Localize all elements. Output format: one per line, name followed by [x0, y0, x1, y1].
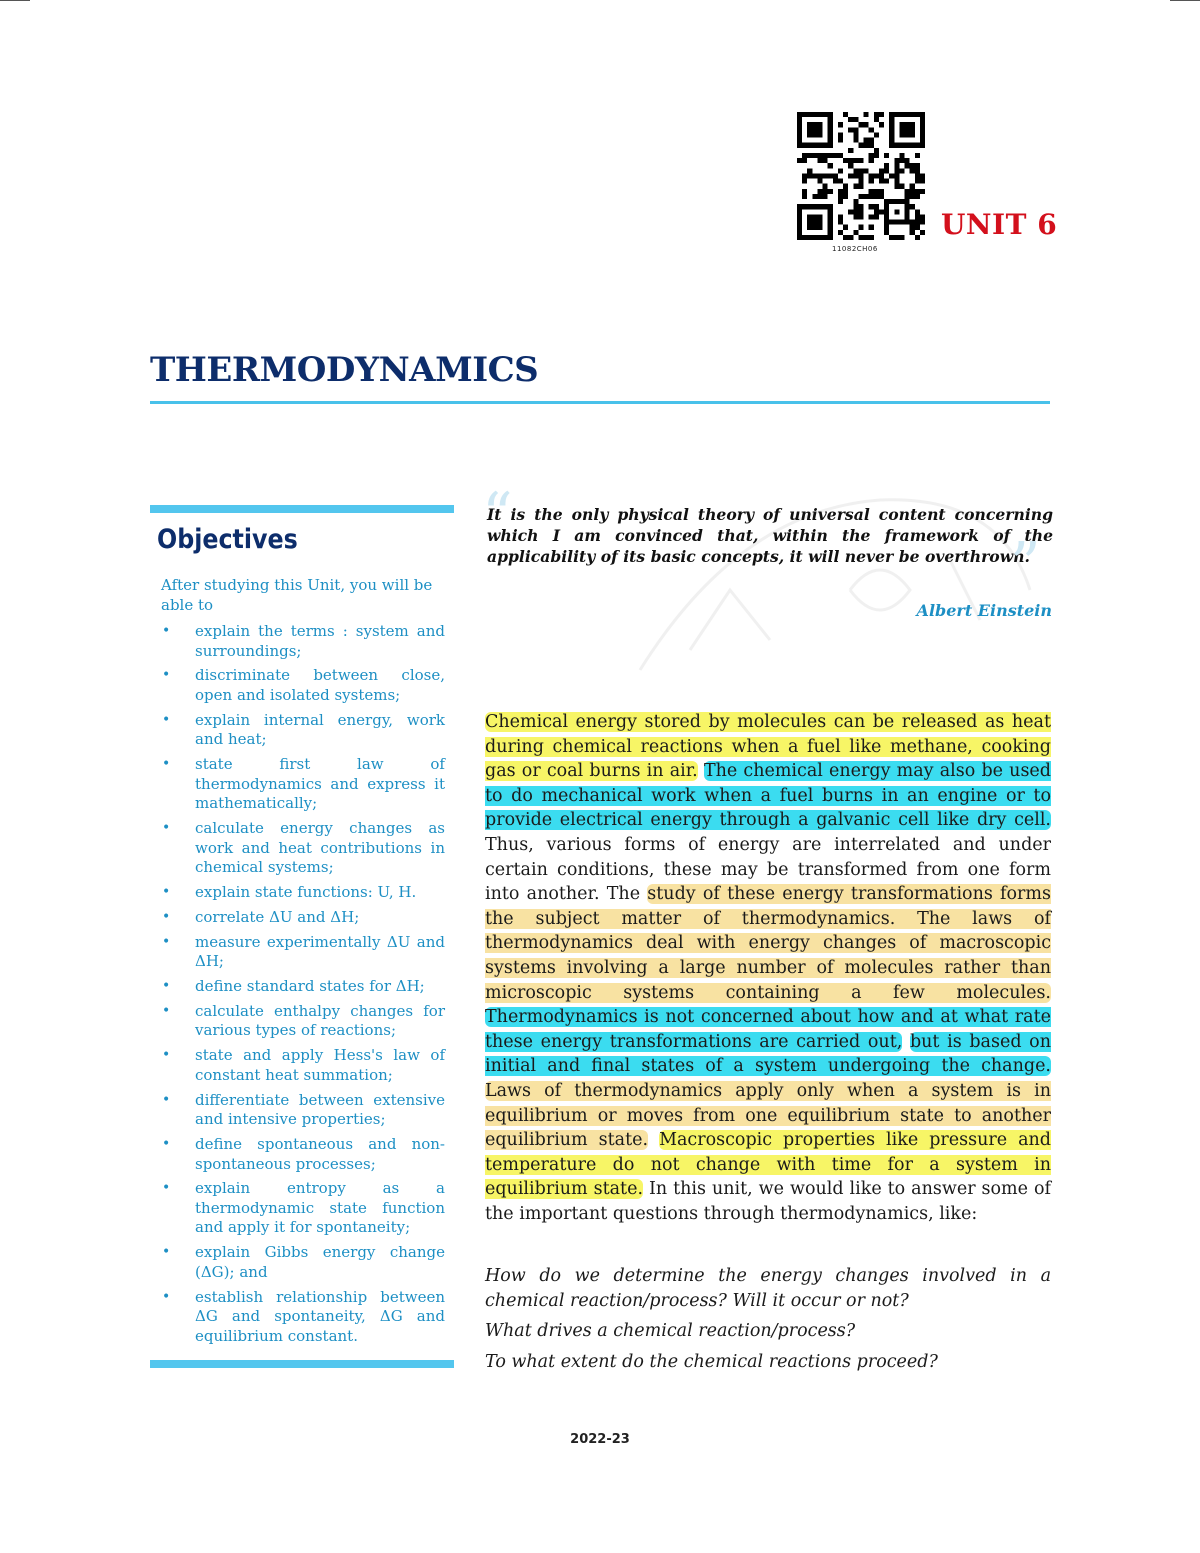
objective-text: explain Gibbs energy change (ΔG); and: [195, 1243, 445, 1281]
objective-text: define standard states for ΔH;: [195, 977, 425, 995]
unit-label: UNIT 6: [941, 208, 1058, 241]
question-item: How do we determine the energy changes involved in a chemical reaction/process? Will it occur or not?: [485, 1266, 1051, 1311]
plain-text: In this unit, we would like to answer some of the important questions through thermodynamics, like:: [485, 1179, 1051, 1224]
objective-item: [160, 1091, 445, 1130]
objective-item: [160, 622, 445, 661]
crop-mark-right: [1170, 0, 1200, 1]
objective-item: [160, 1243, 445, 1282]
objectives-heading: Objectives: [157, 524, 298, 555]
bullet-icon: •: [162, 820, 171, 837]
objective-text: discriminate between close, open and isolated systems;: [195, 666, 445, 704]
objective-text: establish relationship between ΔG and spontaneity, ΔG and equilibrium constant.: [195, 1287, 445, 1345]
objective-item: [160, 883, 445, 903]
objective-text: calculate energy changes as work and heat contributions in chemical systems;: [195, 819, 445, 877]
highlight-yellow: Chemical energy stored by molecules can be released as heat during chemical reactions when a fuel like methane, cooking gas or coal burns in air.: [485, 712, 1051, 782]
quote-close-mark: ”: [1010, 530, 1041, 600]
highlight-cyan: Thermodynamics is not concerned about how and at what rate these energy transformations are carried out,: [485, 1007, 1051, 1052]
bullet-icon: •: [162, 756, 171, 773]
objective-item: [160, 666, 445, 705]
plain-text: Thus, various forms of energy are interrelated and under certain conditions, these may be transformed from one form into another. The: [485, 834, 1051, 905]
objective-text: differentiate between extensive and intensive properties;: [195, 1090, 445, 1129]
bullet-icon: •: [162, 1002, 171, 1019]
objective-text: explain entropy as a thermodynamic state function and apply it for spontaneity;: [195, 1179, 445, 1237]
bullet-icon: •: [162, 667, 171, 684]
objective-text: explain internal energy, work and heat;: [195, 710, 445, 749]
bullet-icon: •: [162, 908, 171, 925]
objective-item: [160, 933, 445, 972]
bullet-icon: •: [162, 1244, 171, 1261]
objective-item: [160, 1046, 445, 1085]
bullet-icon: •: [162, 978, 171, 994]
epigraph-author: Albert Einstein: [916, 601, 1052, 620]
bullet-icon: •: [162, 884, 171, 901]
bullet-icon: •: [162, 1135, 171, 1152]
question-item: What drives a chemical reaction/process?: [485, 1321, 856, 1342]
highlight-cyan: but is based on initial and final states of a system undergoing the change.: [485, 1031, 1051, 1077]
intro-paragraph: [485, 710, 1051, 1226]
objective-text: correlate ΔU and ΔH;: [195, 907, 360, 926]
objective-text: state first law of thermodynamics and express it mathematically;: [195, 755, 445, 813]
page-footer-year: 2022-23: [570, 1432, 630, 1447]
objectives-bottom-bar: [150, 1360, 454, 1368]
crop-mark-left: [0, 0, 30, 1]
objective-item: [160, 755, 445, 814]
bullet-icon: •: [162, 711, 171, 728]
page-title: THERMODYNAMICS: [150, 350, 539, 390]
objective-item: [160, 711, 445, 750]
question-item: To what extent do the chemical reactions proceed?: [485, 1351, 938, 1372]
objective-item: [160, 819, 445, 878]
bullet-icon: •: [162, 1288, 171, 1305]
bullet-icon: •: [162, 1091, 171, 1108]
objective-item: [160, 1288, 445, 1347]
key-questions: [485, 1264, 1051, 1380]
qr-code-icon: [797, 112, 925, 240]
objective-text: state and apply Hess's law of constant heat summation;: [195, 1046, 445, 1084]
quote-open-mark: “: [482, 480, 513, 550]
epigraph-quote: It is the only physical theory of universal content concerning which I am convinced that, within the framework of the applicability of its basic concepts, it will never be overthrown.: [487, 505, 1053, 566]
qr-caption: 11082CH06: [832, 245, 878, 253]
objective-text: explain state functions: U, H.: [195, 883, 417, 902]
objective-item: [160, 1002, 445, 1041]
highlight-yellow: Macroscopic properties like pressure and temperature do not change with time for a system in equilibrium state.: [485, 1130, 1051, 1200]
objective-item: [160, 908, 445, 928]
objectives-intro: After studying this Unit, you will be able to: [161, 576, 433, 614]
objectives-top-bar: [150, 505, 454, 513]
highlight-peach: Laws of thermodynamics apply only when a system is in equilibrium or moves from one equilibrium state to another equilibrium state.: [485, 1080, 1051, 1151]
watermark-logo-icon: [620, 470, 1040, 690]
title-divider: [150, 401, 1050, 404]
highlight-cyan: The chemical energy may also be used to do mechanical work when a fuel burns in an engine or to provide electrical energy through a galvanic cell like dry cell.: [485, 761, 1051, 831]
bullet-icon: •: [162, 1047, 171, 1064]
highlight-peach: study of these energy transformations forms the subject matter of thermodynamics. The laws of thermodynamics deal with energy changes of macroscopic systems involving a large number of molecules rather than microscopic systems containing a few molecules.: [485, 884, 1051, 1003]
objective-text: define spontaneous and non-spontaneous processes;: [195, 1134, 445, 1173]
objectives-list: [160, 622, 445, 1352]
objective-item: [160, 977, 445, 997]
objective-text: measure experimentally ΔU and ΔH;: [195, 932, 445, 971]
objective-item: [160, 1135, 445, 1174]
bullet-icon: •: [162, 933, 171, 950]
objective-text: calculate enthalpy changes for various types of reactions;: [195, 1001, 445, 1040]
bullet-icon: •: [162, 1180, 171, 1197]
bullet-icon: •: [162, 623, 171, 639]
objective-text: explain the terms : system and surroundings;: [195, 622, 445, 660]
objective-item: [160, 1179, 445, 1238]
